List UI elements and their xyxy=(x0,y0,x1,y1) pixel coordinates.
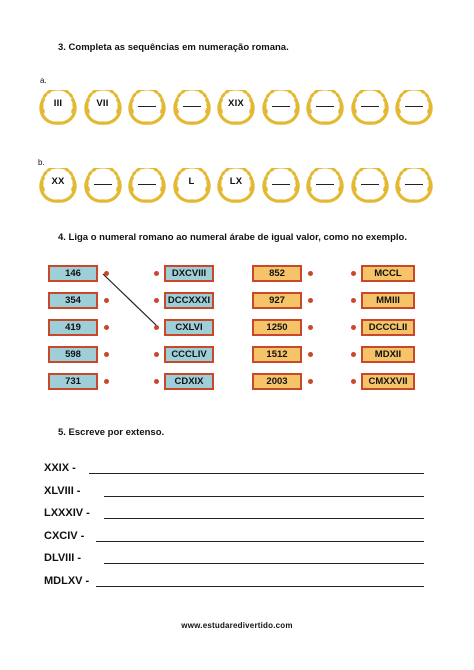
roman-label: XXIX - xyxy=(44,462,76,474)
connector-dot[interactable] xyxy=(154,379,159,384)
connector-dot[interactable] xyxy=(308,325,313,330)
roman-label: LXXXIV - xyxy=(44,507,90,519)
connector-dot[interactable] xyxy=(351,271,356,276)
roman-numeral: VII xyxy=(96,97,109,109)
numeral-box-col4: MMIII xyxy=(361,292,415,309)
numeral-box-col2: CCCLIV xyxy=(164,346,214,363)
numeral-box-col1: 354 xyxy=(48,292,98,309)
connector-dot[interactable] xyxy=(351,298,356,303)
roman-numeral: LX xyxy=(229,175,243,187)
q3-title: 3. Completa as sequências em numeração romana. xyxy=(58,42,289,53)
roman-numeral: XX xyxy=(51,175,65,187)
q4-title: 4. Liga o numeral romano ao numeral árabe de igual valor, como no exemplo. xyxy=(58,232,407,243)
connector-dot[interactable] xyxy=(351,352,356,357)
roman-label: MDLXV - xyxy=(44,574,90,587)
numeral-box-col4: CMXXVII xyxy=(361,373,415,390)
q5-title: 5. Escreve por extenso. xyxy=(58,427,165,438)
answer-line[interactable] xyxy=(96,586,424,587)
roman-numeral: L xyxy=(188,175,195,187)
numeral-box-col1: 146 xyxy=(48,265,98,282)
numeral-box-col3: 852 xyxy=(252,265,302,282)
connector-dot[interactable] xyxy=(308,271,313,276)
numeral-box-col2: DCCXXXI xyxy=(164,292,214,309)
numeral-box-col3: 927 xyxy=(252,292,302,309)
connector-dot[interactable] xyxy=(154,271,159,276)
q3-label-b: b. xyxy=(38,158,45,167)
connector-dot[interactable] xyxy=(154,298,159,303)
numeral-box-col2: DXCVIII xyxy=(164,265,214,282)
numeral-box-col3: 1512 xyxy=(252,346,302,363)
answer-line[interactable] xyxy=(104,563,424,564)
roman-label: XLVIII - xyxy=(44,484,81,497)
numeral-box-col4: MDXII xyxy=(361,346,415,363)
numeral-box-col1: 731 xyxy=(48,373,98,390)
answer-line[interactable] xyxy=(96,541,424,542)
answer-line[interactable] xyxy=(104,496,424,497)
numeral-box-col3: 1250 xyxy=(252,319,302,336)
numeral-box-col1: 598 xyxy=(48,346,98,363)
q3-label-a: a. xyxy=(40,76,47,85)
numeral-box-col2: CXLVI xyxy=(164,319,214,336)
connector-dot[interactable] xyxy=(104,271,109,276)
answer-line[interactable] xyxy=(89,473,424,474)
numeral-box-col3: 2003 xyxy=(252,373,302,390)
connector-dot[interactable] xyxy=(308,352,313,357)
roman-numeral: XIX xyxy=(228,97,244,109)
connector-dot[interactable] xyxy=(351,325,356,330)
connector-dot[interactable] xyxy=(104,325,109,330)
connector-dot[interactable] xyxy=(104,298,109,303)
numeral-box-col4: DCCCLII xyxy=(361,319,415,336)
connector-dot[interactable] xyxy=(154,325,159,330)
roman-numeral: III xyxy=(53,97,63,109)
roman-label: DLVIII - xyxy=(44,552,82,564)
answer-line[interactable] xyxy=(104,518,424,519)
numeral-box-col2: CDXIX xyxy=(164,373,214,390)
numeral-box-col1: 419 xyxy=(48,319,98,336)
footer-url: www.estudaredivertido.com xyxy=(181,621,293,630)
connector-dot[interactable] xyxy=(104,352,109,357)
roman-label: CXCIV - xyxy=(44,529,85,542)
connector-dot[interactable] xyxy=(351,379,356,384)
connector-dot[interactable] xyxy=(308,379,313,384)
connector-dot[interactable] xyxy=(154,352,159,357)
connector-dot[interactable] xyxy=(308,298,313,303)
connector-dot[interactable] xyxy=(104,379,109,384)
numeral-box-col4: MCCL xyxy=(361,265,415,282)
